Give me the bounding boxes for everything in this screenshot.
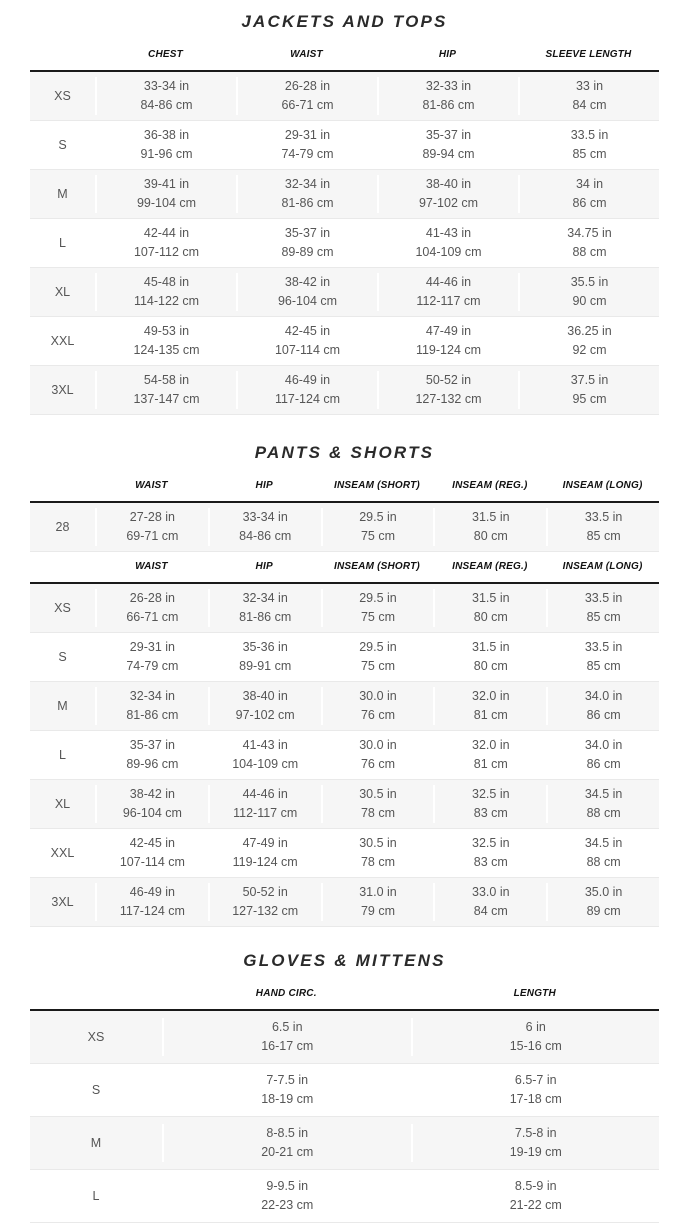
measurement-inches: 31.5 in [472, 640, 510, 654]
measurement-inches: 41-43 in [425, 226, 472, 240]
measurement-cell [321, 736, 434, 774]
measurement-cell [518, 77, 659, 115]
measurement-centimeters: 89-94 cm [422, 147, 475, 161]
measurement-inches: 47-49 in [242, 836, 288, 850]
measurement-centimeters: 20-21 cm [261, 1145, 314, 1159]
measurement-inches: 31.5 in [472, 591, 510, 605]
measurement-cell [546, 589, 659, 627]
measurement-inches: 31.5 in [472, 510, 510, 524]
size-label-cell: S [58, 650, 67, 664]
column-header: INSEAM (LONG) [562, 561, 643, 572]
measurement-cell [518, 224, 659, 262]
measurement-cell [321, 785, 434, 823]
measurement-cell [236, 273, 377, 311]
measurement-inches: 35.0 in [584, 885, 623, 899]
measurement-cell [95, 175, 236, 213]
measurement-inches: 42-44 in [143, 226, 190, 240]
measurement-centimeters: 127-132 cm [415, 392, 482, 406]
measurement-cell [518, 175, 659, 213]
measurement-centimeters: 85 cm [586, 659, 621, 673]
measurement-cell [236, 224, 377, 262]
measurement-cell [321, 589, 434, 627]
measurement-cell [546, 834, 659, 872]
measurement-centimeters: 81-86 cm [281, 196, 334, 210]
measurement-centimeters: 74-79 cm [281, 147, 334, 161]
measurement-inches: 47-49 in [425, 324, 472, 338]
measurement-cell [95, 589, 208, 627]
measurement-centimeters: 99-104 cm [136, 196, 197, 210]
measurement-cell [208, 508, 321, 546]
measurement-cell [208, 736, 321, 774]
measurement-inches: 44-46 in [242, 787, 288, 801]
measurement-centimeters: 69-71 cm [126, 529, 179, 543]
measurement-centimeters: 91-96 cm [140, 147, 193, 161]
measurement-cell [208, 687, 321, 725]
measurement-cell [321, 508, 434, 546]
measurement-cell [377, 371, 518, 409]
measurement-centimeters: 112-117 cm [233, 806, 298, 820]
measurement-inches: 26-28 in [129, 591, 175, 605]
table-row [30, 317, 659, 366]
table-row [30, 121, 659, 170]
measurement-cell [433, 638, 546, 676]
measurement-centimeters: 89-89 cm [281, 245, 334, 259]
measurement-centimeters: 80 cm [473, 659, 508, 673]
size-label-cell: XS [87, 1030, 105, 1044]
table-row [30, 1117, 659, 1170]
measurement-inches: 34 in [575, 177, 604, 191]
measurement-centimeters: 84-86 cm [140, 98, 193, 112]
measurement-inches: 50-52 in [242, 885, 288, 899]
measurement-centimeters: 107-114 cm [274, 343, 341, 357]
measurement-inches: 33.5 in [584, 640, 623, 654]
measurement-centimeters: 124-135 cm [133, 343, 200, 357]
measurement-centimeters: 86 cm [586, 708, 621, 722]
column-header: LENGTH [513, 988, 556, 999]
column-header: HIP [255, 480, 273, 491]
measurement-cell [95, 785, 208, 823]
measurement-cell [95, 638, 208, 676]
measurement-centimeters: 85 cm [586, 529, 621, 543]
measurement-centimeters: 114-122 cm [133, 294, 200, 308]
measurement-cell [95, 371, 236, 409]
measurement-inches: 8.5-9 in [514, 1179, 557, 1193]
measurement-cell [433, 834, 546, 872]
measurement-inches: 32-34 in [242, 591, 288, 605]
measurement-cell [518, 273, 659, 311]
table-row [30, 682, 659, 731]
measurement-centimeters: 119-124 cm [232, 855, 298, 869]
measurement-inches: 30.5 in [359, 836, 397, 850]
measurement-cell [433, 687, 546, 725]
measurement-cell [411, 1124, 660, 1162]
measurement-cell [433, 883, 546, 921]
measurement-cell [162, 1071, 411, 1109]
measurement-inches: 6.5 in [271, 1020, 303, 1034]
measurement-inches: 42-45 in [129, 836, 175, 850]
measurement-centimeters: 89-96 cm [126, 757, 179, 771]
measurement-centimeters: 81 cm [473, 757, 508, 771]
measurement-centimeters: 89 cm [586, 904, 621, 918]
measurement-centimeters: 85 cm [572, 147, 607, 161]
size-label-cell: 3XL [51, 895, 74, 909]
measurement-inches: 29.5 in [359, 510, 397, 524]
measurement-centimeters: 90 cm [572, 294, 607, 308]
measurement-centimeters: 83 cm [473, 806, 508, 820]
measurement-inches: 30.0 in [359, 689, 397, 703]
size-label-cell: 3XL [51, 383, 74, 397]
size-label-cell: S [58, 138, 67, 152]
size-label-cell: S [91, 1083, 101, 1097]
measurement-inches: 32-33 in [425, 79, 472, 93]
measurement-cell [236, 322, 377, 360]
measurement-centimeters: 81-86 cm [422, 98, 475, 112]
measurement-cell [433, 508, 546, 546]
table-row [30, 1170, 659, 1223]
measurement-inches: 46-49 in [129, 885, 175, 899]
section-title-jackets-and-tops: JACKETS AND TOPS [241, 12, 448, 31]
measurement-inches: 36.25 in [567, 324, 612, 338]
table-row [30, 780, 659, 829]
measurement-centimeters: 17-18 cm [509, 1092, 562, 1106]
measurement-centimeters: 88 cm [586, 806, 621, 820]
measurement-inches: 45-48 in [143, 275, 190, 289]
column-header: INSEAM (REG.) [452, 480, 528, 491]
measurement-centimeters: 81 cm [473, 708, 508, 722]
measurement-inches: 35-37 in [284, 226, 331, 240]
size-label-cell: XS [54, 89, 71, 103]
measurement-cell [95, 77, 236, 115]
measurement-inches: 33 in [575, 79, 604, 93]
column-header: INSEAM (LONG) [562, 480, 643, 491]
measurement-centimeters: 78 cm [360, 806, 396, 820]
measurement-centimeters: 80 cm [473, 610, 508, 624]
measurement-centimeters: 88 cm [572, 245, 607, 259]
measurement-cell [208, 785, 321, 823]
measurement-centimeters: 86 cm [586, 757, 621, 771]
measurement-cell [162, 1124, 411, 1162]
measurement-centimeters: 83 cm [473, 855, 508, 869]
measurement-centimeters: 18-19 cm [261, 1092, 314, 1106]
measurement-centimeters: 84-86 cm [239, 529, 292, 543]
measurement-centimeters: 75 cm [360, 529, 396, 543]
measurement-inches: 35-37 in [425, 128, 472, 142]
measurement-inches: 9-9.5 in [266, 1179, 309, 1193]
measurement-inches: 33.0 in [472, 885, 510, 899]
measurement-inches: 54-58 in [143, 373, 190, 387]
measurement-centimeters: 107-114 cm [119, 855, 185, 869]
size-label-cell: M [57, 187, 68, 201]
measurement-inches: 30.0 in [359, 738, 397, 752]
measurement-cell [321, 687, 434, 725]
measurement-inches: 50-52 in [425, 373, 472, 387]
measurement-inches: 38-40 in [425, 177, 472, 191]
pants-alpha-size-table [30, 552, 659, 927]
column-header: WAIST [135, 561, 168, 572]
measurement-centimeters: 78 cm [360, 855, 396, 869]
measurement-cell [377, 126, 518, 164]
measurement-cell [546, 785, 659, 823]
measurement-cell [208, 589, 321, 627]
measurement-centimeters: 66-71 cm [281, 98, 334, 112]
measurement-inches: 32.0 in [472, 738, 510, 752]
measurement-cell [546, 687, 659, 725]
measurement-inches: 34.0 in [584, 689, 623, 703]
measurement-centimeters: 66-71 cm [126, 610, 179, 624]
measurement-centimeters: 112-117 cm [416, 294, 481, 308]
measurement-cell [411, 1071, 660, 1109]
measurement-inches: 31.0 in [359, 885, 397, 899]
measurement-centimeters: 86 cm [572, 196, 607, 210]
measurement-inches: 34.75 in [567, 226, 612, 240]
measurement-cell [236, 175, 377, 213]
measurement-inches: 30.5 in [359, 787, 397, 801]
measurement-centimeters: 74-79 cm [126, 659, 179, 673]
table-row [30, 584, 659, 633]
measurement-inches: 46-49 in [284, 373, 331, 387]
measurement-inches: 29-31 in [129, 640, 175, 654]
size-label-cell: XXL [50, 334, 75, 348]
measurement-inches: 6.5-7 in [514, 1073, 557, 1087]
measurement-centimeters: 76 cm [360, 757, 396, 771]
table-row [30, 1011, 659, 1064]
measurement-inches: 27-28 in [129, 510, 175, 524]
table-row [30, 829, 659, 878]
measurement-centimeters: 89-91 cm [239, 659, 292, 673]
column-header: WAIST [290, 49, 323, 60]
measurement-inches: 37.5 in [570, 373, 609, 387]
section-title-pants-and-shorts: PANTS & SHORTS [254, 443, 435, 462]
measurement-cell [321, 638, 434, 676]
measurement-cell [433, 589, 546, 627]
measurement-cell [377, 77, 518, 115]
size-label-cell: XXL [50, 846, 75, 860]
measurement-cell [95, 273, 236, 311]
measurement-inches: 7-7.5 in [266, 1073, 309, 1087]
measurement-inches: 32.0 in [472, 689, 510, 703]
measurement-inches: 29.5 in [359, 591, 397, 605]
measurement-centimeters: 104-109 cm [232, 757, 299, 771]
measurement-cell [236, 77, 377, 115]
measurement-inches: 35-36 in [242, 640, 288, 654]
measurement-inches: 32.5 in [472, 836, 510, 850]
measurement-inches: 33-34 in [143, 79, 190, 93]
measurement-inches: 26-28 in [284, 79, 331, 93]
table-header-row [30, 552, 659, 584]
measurement-cell [321, 883, 434, 921]
measurement-centimeters: 85 cm [586, 610, 621, 624]
measurement-cell [236, 371, 377, 409]
measurement-centimeters: 80 cm [473, 529, 508, 543]
measurement-inches: 7.5-8 in [514, 1126, 557, 1140]
table-row [30, 731, 659, 780]
measurement-centimeters: 96-104 cm [277, 294, 338, 308]
measurement-centimeters: 75 cm [360, 659, 396, 673]
column-header: WAIST [135, 480, 168, 491]
table-header-row [30, 979, 659, 1011]
measurement-inches: 38-42 in [129, 787, 175, 801]
measurement-centimeters: 97-102 cm [418, 196, 479, 210]
measurement-cell [377, 273, 518, 311]
measurement-cell [546, 638, 659, 676]
size-label-cell: L [59, 748, 66, 762]
measurement-cell [377, 322, 518, 360]
measurement-centimeters: 84 cm [572, 98, 607, 112]
measurement-inches: 33.5 in [570, 128, 609, 142]
measurement-cell [95, 126, 236, 164]
measurement-cell [546, 508, 659, 546]
measurement-centimeters: 127-132 cm [232, 904, 299, 918]
measurement-centimeters: 119-124 cm [415, 343, 482, 357]
measurement-centimeters: 75 cm [360, 610, 396, 624]
size-label-cell: XL [54, 797, 71, 811]
measurement-inches: 34.0 in [584, 738, 623, 752]
measurement-inches: 32.5 in [472, 787, 510, 801]
measurement-cell [546, 883, 659, 921]
measurement-inches: 6 in [525, 1020, 546, 1034]
measurement-centimeters: 97-102 cm [235, 708, 295, 722]
measurement-inches: 33-34 in [242, 510, 288, 524]
column-header: SLEEVE LENGTH [545, 49, 632, 60]
measurement-centimeters: 22-23 cm [261, 1198, 314, 1212]
measurement-cell [208, 834, 321, 872]
measurement-centimeters: 88 cm [586, 855, 621, 869]
table-row [30, 878, 659, 927]
measurement-cell [162, 1018, 411, 1056]
table-row [30, 1064, 659, 1117]
measurement-cell [377, 175, 518, 213]
jackets-and-tops-table [30, 40, 659, 415]
measurement-centimeters: 96-104 cm [122, 806, 182, 820]
measurement-centimeters: 79 cm [360, 904, 396, 918]
measurement-centimeters: 95 cm [572, 392, 607, 406]
measurement-cell [95, 322, 236, 360]
measurement-centimeters: 84 cm [473, 904, 508, 918]
measurement-inches: 39-41 in [143, 177, 190, 191]
measurement-cell [518, 322, 659, 360]
measurement-cell [236, 126, 377, 164]
measurement-inches: 34.5 in [584, 836, 623, 850]
measurement-cell [433, 736, 546, 774]
table-header-row [30, 471, 659, 503]
measurement-cell [433, 785, 546, 823]
table-row [30, 503, 659, 552]
measurement-cell [518, 126, 659, 164]
pants-numeric-size-table [30, 471, 659, 552]
size-label-cell: XL [54, 285, 71, 299]
table-row [30, 219, 659, 268]
measurement-centimeters: 21-22 cm [509, 1198, 562, 1212]
column-header: INSEAM (REG.) [452, 561, 528, 572]
measurement-inches: 38-42 in [284, 275, 331, 289]
measurement-centimeters: 19-19 cm [509, 1145, 562, 1159]
column-header: CHEST [148, 49, 183, 60]
size-label-cell: L [59, 236, 66, 250]
size-label-cell: 28 [55, 520, 70, 534]
measurement-inches: 36-38 in [143, 128, 190, 142]
measurement-cell [95, 687, 208, 725]
size-label-cell: M [90, 1136, 102, 1150]
measurement-inches: 33.5 in [584, 510, 623, 524]
measurement-inches: 38-40 in [242, 689, 288, 703]
table-row [30, 170, 659, 219]
measurement-centimeters: 117-124 cm [274, 392, 341, 406]
size-label-cell: XS [54, 601, 71, 615]
measurement-centimeters: 81-86 cm [126, 708, 179, 722]
measurement-centimeters: 137-147 cm [133, 392, 200, 406]
measurement-inches: 34.5 in [584, 787, 623, 801]
measurement-cell [95, 883, 208, 921]
table-header-row [30, 40, 659, 72]
table-row [30, 268, 659, 317]
measurement-cell [411, 1018, 660, 1056]
measurement-centimeters: 81-86 cm [239, 610, 292, 624]
section-title-gloves-and-mittens: GLOVES & MITTENS [243, 951, 446, 970]
measurement-inches: 29-31 in [284, 128, 331, 142]
measurement-inches: 35.5 in [570, 275, 609, 289]
measurement-cell [321, 834, 434, 872]
measurement-cell [95, 834, 208, 872]
gloves-and-mittens-table [30, 979, 659, 1223]
measurement-inches: 42-45 in [284, 324, 331, 338]
measurement-centimeters: 15-16 cm [509, 1039, 562, 1053]
column-header: HIP [438, 49, 457, 60]
column-header: HIP [255, 561, 273, 572]
size-label-cell: M [57, 699, 68, 713]
measurement-inches: 32-34 in [129, 689, 175, 703]
measurement-cell [95, 224, 236, 262]
measurement-inches: 35-37 in [129, 738, 175, 752]
column-header: INSEAM (SHORT) [334, 480, 420, 491]
measurement-cell [95, 508, 208, 546]
measurement-inches: 41-43 in [242, 738, 288, 752]
measurement-centimeters: 92 cm [572, 343, 607, 357]
table-row [30, 633, 659, 682]
measurement-centimeters: 104-109 cm [415, 245, 482, 259]
measurement-cell [518, 371, 659, 409]
table-row [30, 366, 659, 415]
size-label-cell: L [92, 1189, 100, 1203]
measurement-centimeters: 16-17 cm [261, 1039, 314, 1053]
measurement-cell [162, 1177, 411, 1215]
measurement-centimeters: 117-124 cm [119, 904, 185, 918]
measurement-cell [377, 224, 518, 262]
measurement-inches: 8-8.5 in [266, 1126, 309, 1140]
measurement-cell [208, 638, 321, 676]
measurement-cell [546, 736, 659, 774]
measurement-inches: 33.5 in [584, 591, 623, 605]
column-header: HAND CIRC. [255, 988, 317, 999]
measurement-cell [208, 883, 321, 921]
measurement-inches: 29.5 in [359, 640, 397, 654]
measurement-inches: 32-34 in [284, 177, 331, 191]
measurement-inches: 44-46 in [425, 275, 472, 289]
measurement-cell [95, 736, 208, 774]
table-row [30, 72, 659, 121]
measurement-cell [411, 1177, 660, 1215]
measurement-centimeters: 76 cm [360, 708, 396, 722]
column-header: INSEAM (SHORT) [334, 561, 420, 572]
measurement-centimeters: 107-112 cm [133, 245, 200, 259]
measurement-inches: 49-53 in [143, 324, 190, 338]
